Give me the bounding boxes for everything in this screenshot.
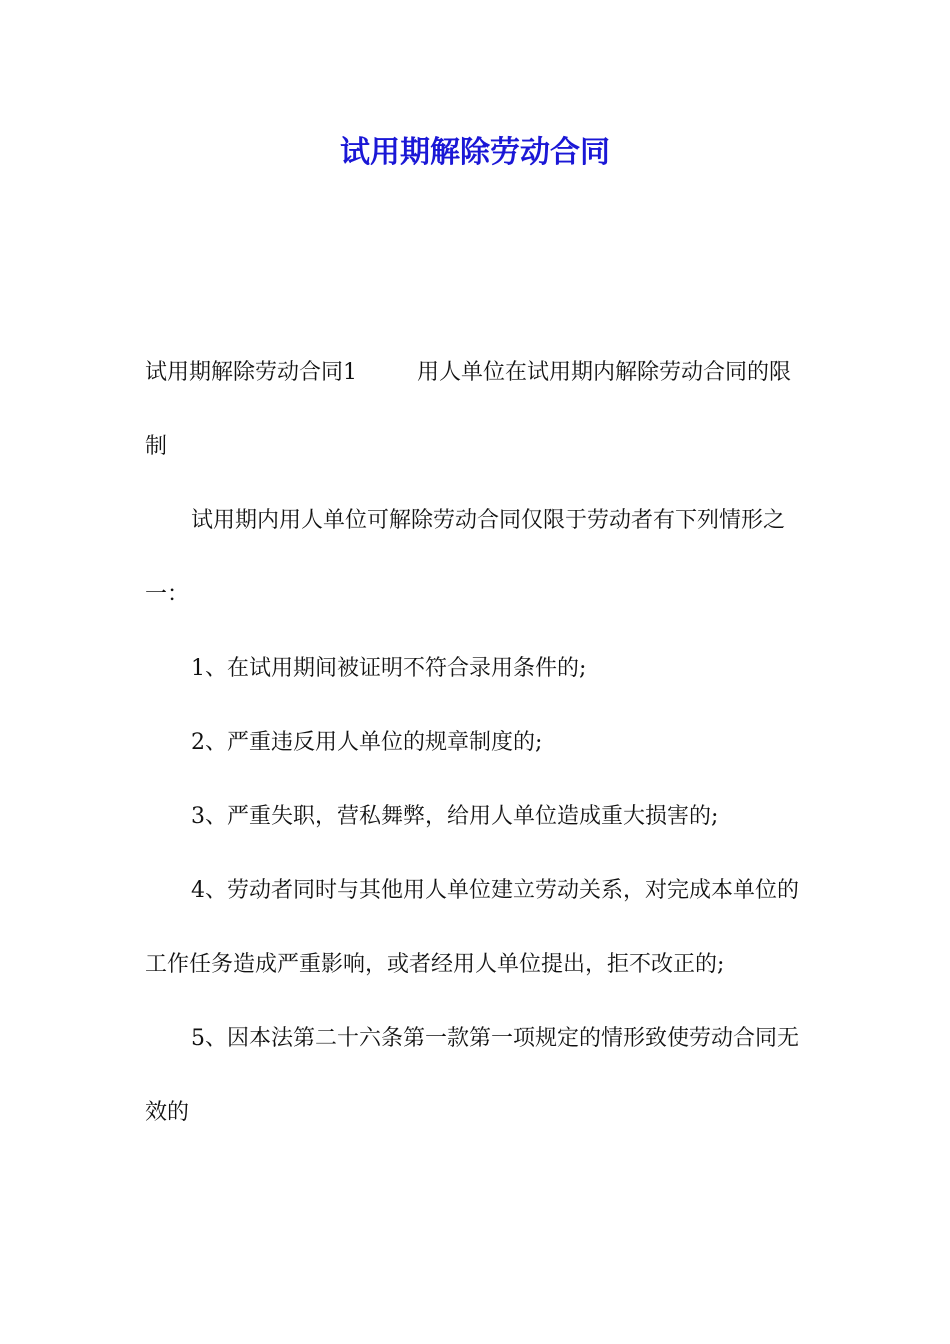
list-item-4: 4、劳动者同时与其他用人单位建立劳动关系，对完成本单位的工作任务造成严重影响，或者经用人单位提出，拒不改正的; <box>145 878 799 977</box>
list-item-3: 3、严重失职，营私舞弊，给用人单位造成重大损害的; <box>191 804 719 829</box>
paragraph-intro: 试用期内用人单位可解除劳动合同仅限于劳动者有下列情形之一： <box>145 508 786 607</box>
document-title: 试用期解除劳动合同 <box>340 135 610 170</box>
list-item-1: 1、在试用期间被证明不符合录用条件的; <box>191 656 587 681</box>
section-heading <box>145 336 809 484</box>
section-heading-text: 用人单位在试用期内解除劳动合同的限制 <box>145 360 792 459</box>
list-item-5: 5、因本法第二十六条第一款第一项规定的情形致使劳动合同无效的 <box>145 1026 799 1125</box>
document-body <box>145 336 809 1150</box>
section-heading-prefix: 试用期解除劳动合同1 <box>145 360 357 385</box>
list-item-2: 2、严重违反用人单位的规章制度的; <box>191 730 543 755</box>
